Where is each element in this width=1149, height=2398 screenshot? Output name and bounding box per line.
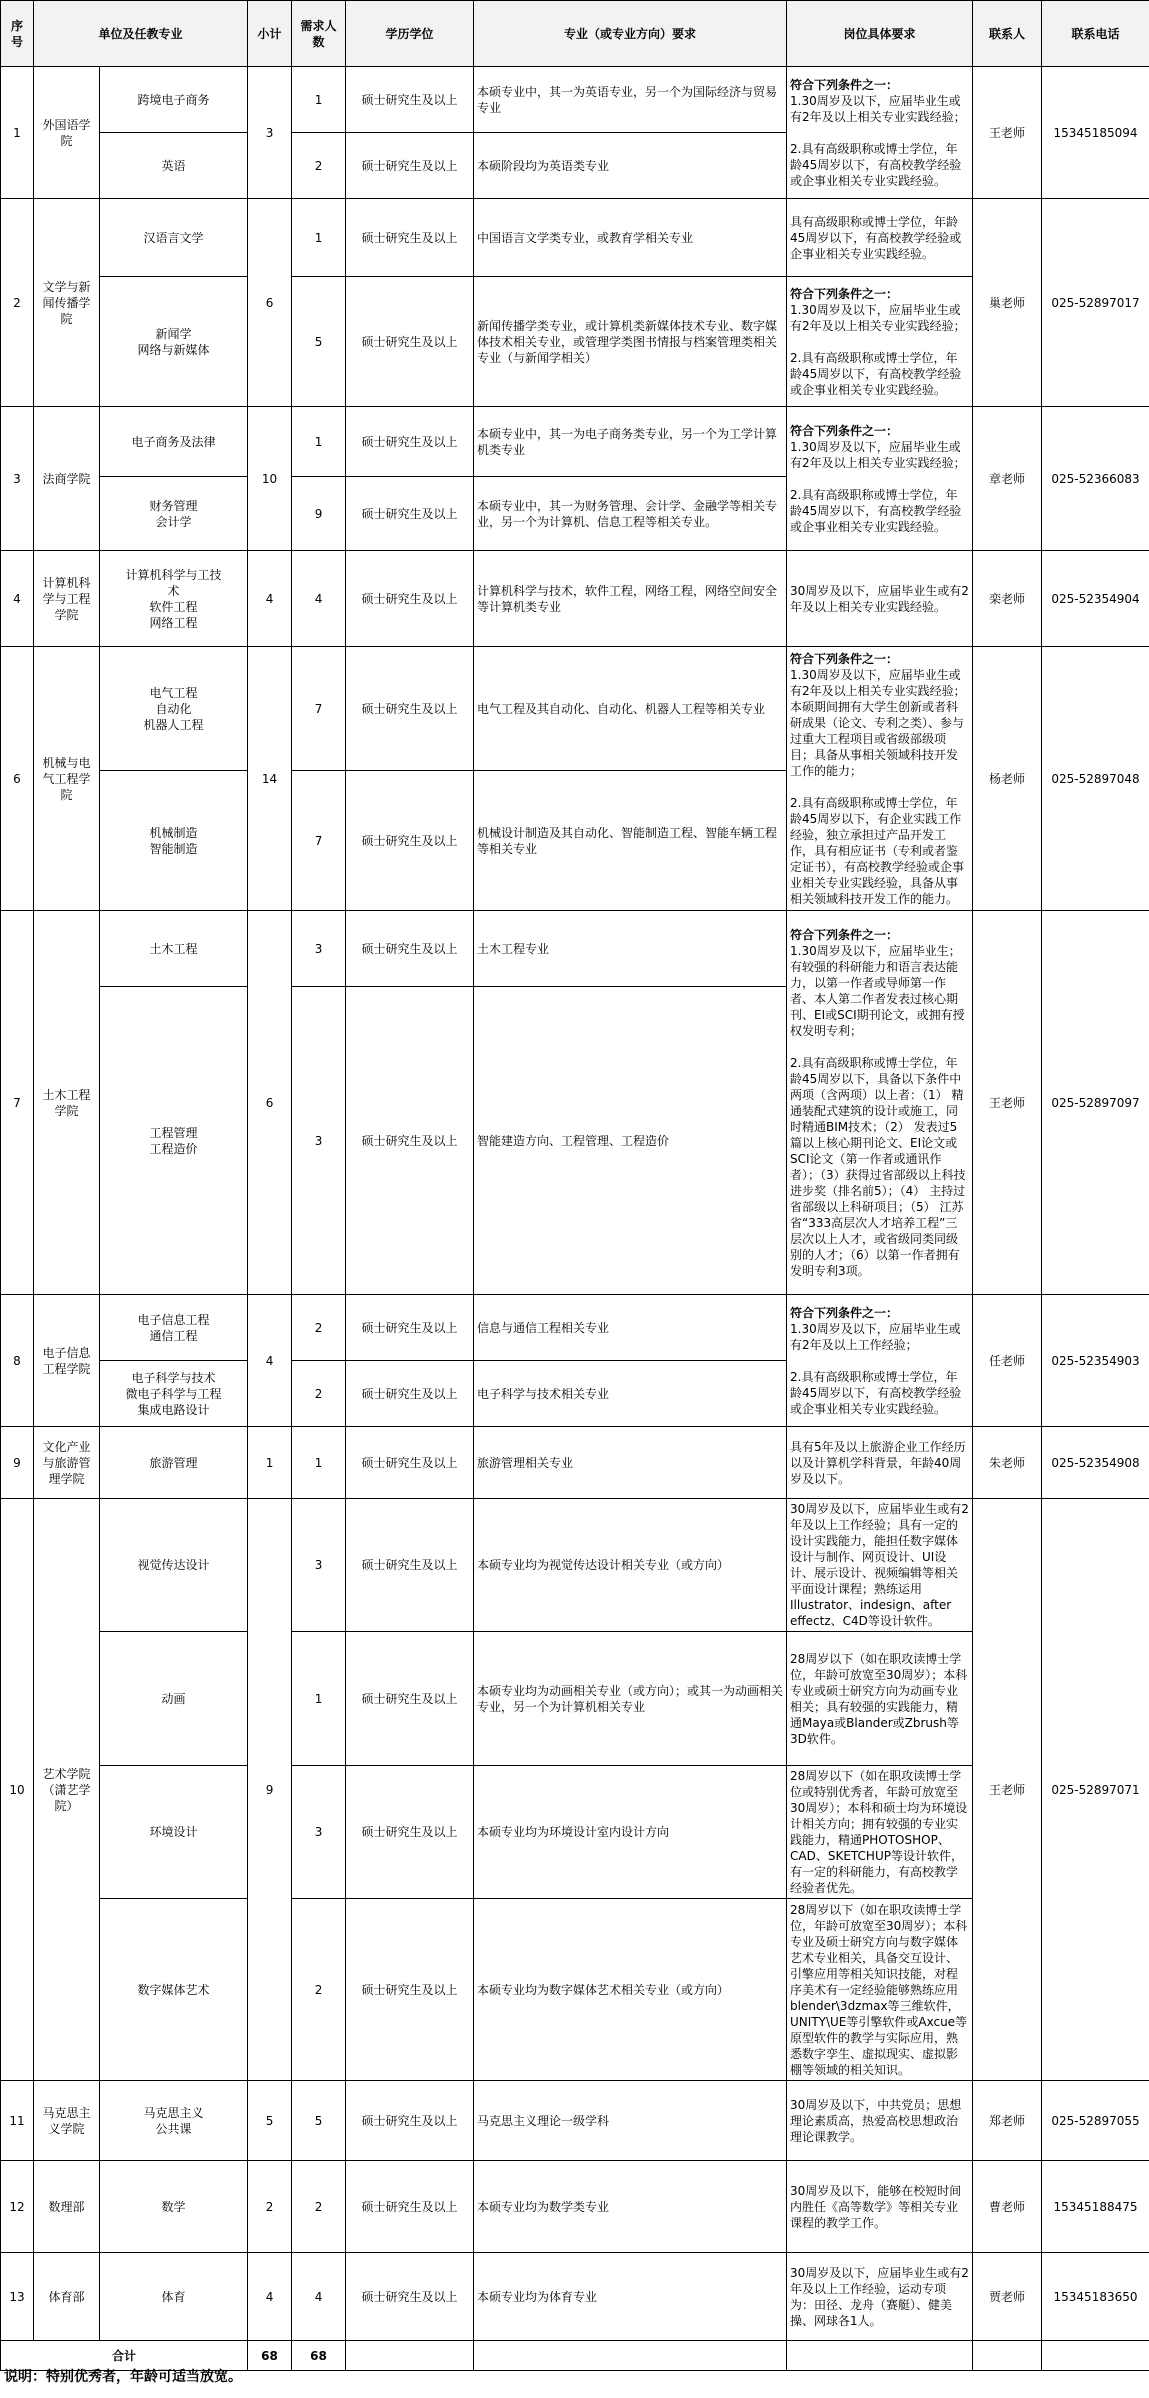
seq-cell: 11 (1, 2081, 34, 2161)
seq-cell: 2 (1, 199, 34, 407)
major-req-cell: 土木工程专业 (474, 911, 787, 987)
total-demand: 68 (292, 2341, 346, 2371)
degree-cell: 硕士研究生及以上 (346, 551, 474, 647)
phone-cell: 025-52354903 (1042, 1295, 1149, 1427)
demand-cell: 5 (292, 277, 346, 407)
table-row (1, 1295, 1149, 1361)
unit-cell: 体育部 (34, 2253, 100, 2341)
phone-cell: 15345183650 (1042, 2253, 1149, 2341)
major-cell: 汉语言文学 (100, 199, 248, 277)
major-cell: 工程管理 工程造价 (100, 987, 248, 1295)
table-row (1, 551, 1149, 647)
major-req-cell: 本硕阶段均为英语类专业 (474, 133, 787, 199)
demand-cell: 2 (292, 133, 346, 199)
contact-cell: 王老师 (973, 67, 1042, 199)
contact-cell: 王老师 (973, 1499, 1042, 2081)
phone-cell: 025-52354908 (1042, 1427, 1149, 1499)
contact-cell: 杨老师 (973, 647, 1042, 911)
header-demand: 需求人 数 (292, 1, 346, 67)
table-row (1, 911, 1149, 987)
degree-cell: 硕士研究生及以上 (346, 1766, 474, 1899)
contact-cell: 朱老师 (973, 1427, 1042, 1499)
total-label: 合计 (1, 2341, 248, 2371)
major-req-cell: 本硕专业中，其一为财务管理、会计学、金融学等相关专业，另一个为计算机、信息工程等相关专业。 (474, 477, 787, 551)
major-cell: 土木工程 (100, 911, 248, 987)
table-row (1, 199, 1149, 277)
subtotal-cell: 5 (248, 2081, 292, 2161)
major-req-cell: 新闻传播学类专业，或计算机类新媒体技术专业、数字媒体技术相关专业，或管理学类图书情报与档案管理类相关专业（与新闻学相关） (474, 277, 787, 407)
contact-cell: 王老师 (973, 911, 1042, 1295)
unit-cell: 马克思主 义学院 (34, 2081, 100, 2161)
major-req-cell: 机械设计制造及其自动化、智能制造工程、智能车辆工程等相关专业 (474, 771, 787, 911)
demand-cell: 3 (292, 987, 346, 1295)
degree-cell: 硕士研究生及以上 (346, 2253, 474, 2341)
table-row (1, 647, 1149, 771)
subtotal-cell: 3 (248, 67, 292, 199)
seq-cell: 8 (1, 1295, 34, 1427)
major-cell: 马克思主义 公共课 (100, 2081, 248, 2161)
subtotal-cell: 6 (248, 911, 292, 1295)
job-req-cell (787, 67, 973, 199)
job-req-cell: 具有5年及以上旅游企业工作经历以及计算机学科背景，年龄40周岁及以下。 (787, 1427, 973, 1499)
table-row (1, 1499, 1149, 1632)
degree-cell: 硕士研究生及以上 (346, 1427, 474, 1499)
job-req-cell: 30周岁及以下，中共党员；思想理论素质高，热爱高校思想政治理论课教学。 (787, 2081, 973, 2161)
table-row (1, 1427, 1149, 1499)
major-req-cell: 本硕专业均为动画相关专业（或方向）；或其一为动画相关专业，另一个为计算机相关专业 (474, 1632, 787, 1766)
demand-cell: 1 (292, 199, 346, 277)
demand-cell: 5 (292, 2081, 346, 2161)
degree-cell: 硕士研究生及以上 (346, 1899, 474, 2081)
seq-cell: 12 (1, 2161, 34, 2253)
phone-cell: 025-52897048 (1042, 647, 1149, 911)
degree-cell: 硕士研究生及以上 (346, 771, 474, 911)
degree-cell: 硕士研究生及以上 (346, 2081, 474, 2161)
unit-cell: 艺术学院 （潇艺学 院） (34, 1499, 100, 2081)
demand-cell: 3 (292, 1766, 346, 1899)
subtotal-cell: 14 (248, 647, 292, 911)
job-req-title: 符合下列条件之一： (790, 423, 899, 438)
major-req-cell: 本硕专业中，其一为电子商务类专业，另一个为工学计算机类专业 (474, 407, 787, 477)
major-req-cell: 本硕专业均为体育专业 (474, 2253, 787, 2341)
demand-cell: 4 (292, 551, 346, 647)
job-req-cell: 30周岁及以下，能够在校短时间内胜任《高等数学》等相关专业课程的教学工作。 (787, 2161, 973, 2253)
degree-cell: 硕士研究生及以上 (346, 1632, 474, 1766)
table-row (1, 2081, 1149, 2161)
major-cell: 体育 (100, 2253, 248, 2341)
job-req-title: 符合下列条件之一： (790, 1305, 899, 1320)
degree-cell: 硕士研究生及以上 (346, 407, 474, 477)
subtotal-cell: 1 (248, 1427, 292, 1499)
major-cell: 电子科学与技术 微电子科学与工程 集成电路设计 (100, 1361, 248, 1427)
seq-cell: 4 (1, 551, 34, 647)
demand-cell: 7 (292, 771, 346, 911)
demand-cell: 9 (292, 477, 346, 551)
job-req-cell (787, 277, 973, 407)
job-req-text: 1.30周岁及以下，应届毕业生或有2年及以上相关专业实践经验； 2.具有高级职称或博士学位，年龄45周岁以下，有高校教学经验或企事业相关专业实践经验。 (790, 302, 966, 397)
job-req-cell: 具有高级职称或博士学位，年龄45周岁以下，有高校教学经验或企事业相关专业实践经验。 (787, 199, 973, 277)
demand-cell: 2 (292, 1899, 346, 2081)
job-req-title: 符合下列条件之一： (790, 651, 899, 666)
unit-cell: 土木工程 学院 (34, 911, 100, 1295)
major-req-cell: 智能建造方向、工程管理、工程造价 (474, 987, 787, 1295)
major-req-cell: 本硕专业均为环境设计室内设计方向 (474, 1766, 787, 1899)
job-req-text: 1.30周岁及以下，应届毕业生或有2年及以上工作经验； 2.具有高级职称或博士学位，年龄45周岁以下，有高校教学经验或企事业相关专业实践经验。 (790, 1321, 962, 1416)
demand-cell: 1 (292, 407, 346, 477)
header-major-req: 专业（或专业方向）要求 (474, 1, 787, 67)
job-req-cell (787, 911, 973, 1295)
job-req-title: 符合下列条件之一： (790, 77, 899, 92)
degree-cell: 硕士研究生及以上 (346, 133, 474, 199)
phone-cell: 025-52897017 (1042, 199, 1149, 407)
job-req-cell: 30周岁及以下，应届毕业生或有2年及以上相关专业实践经验。 (787, 551, 973, 647)
seq-cell: 7 (1, 911, 34, 1295)
subtotal-cell: 2 (248, 2161, 292, 2253)
seq-cell: 13 (1, 2253, 34, 2341)
degree-cell: 硕士研究生及以上 (346, 647, 474, 771)
major-req-cell: 本硕专业均为视觉传达设计相关专业（或方向） (474, 1499, 787, 1632)
table-row (1, 407, 1149, 477)
header-phone: 联系电话 (1042, 1, 1149, 67)
degree-cell: 硕士研究生及以上 (346, 1295, 474, 1361)
unit-cell: 文学与新 闻传播学 院 (34, 199, 100, 407)
degree-cell: 硕士研究生及以上 (346, 67, 474, 133)
seq-cell: 6 (1, 647, 34, 911)
demand-cell: 2 (292, 2161, 346, 2253)
major-req-cell: 电子科学与技术相关专业 (474, 1361, 787, 1427)
phone-cell: 025-52897071 (1042, 1499, 1149, 2081)
degree-cell: 硕士研究生及以上 (346, 199, 474, 277)
degree-cell: 硕士研究生及以上 (346, 911, 474, 987)
unit-cell: 外国语学 院 (34, 67, 100, 199)
table-row (1, 67, 1149, 133)
header-degree: 学历学位 (346, 1, 474, 67)
degree-cell: 硕士研究生及以上 (346, 987, 474, 1295)
major-cell: 财务管理 会计学 (100, 477, 248, 551)
job-req-cell (787, 1295, 973, 1427)
demand-cell: 2 (292, 1361, 346, 1427)
job-req-text: 1.30周岁及以下，应届毕业生或有2年及以上相关专业实践经验； 2.具有高级职称或博士学位，年龄45周岁以下，有高校教学经验或企事业相关专业实践经验。 (790, 93, 966, 188)
job-req-title: 符合下列条件之一： (790, 927, 899, 942)
major-req-cell: 旅游管理相关专业 (474, 1427, 787, 1499)
contact-cell: 郑老师 (973, 2081, 1042, 2161)
subtotal-cell: 4 (248, 1295, 292, 1427)
job-req-text: 1.30周岁及以下，应届毕业生或有2年及以上相关专业实践经验； 2.具有高级职称或博士学位，年龄45周岁以下，有高校教学经验或企事业相关专业实践经验。 (790, 439, 966, 534)
job-req-cell (787, 407, 973, 551)
contact-cell: 章老师 (973, 407, 1042, 551)
header-row (1, 1, 1149, 67)
job-req-text: 1.30周岁及以下，应届毕业生；有较强的科研能力和语言表达能力，以第一作者或导师第一作者、本人第二作者发表过核心期刊、EI或SCI期刊论文，或拥有授权发明专利； 2.具有高级职称或博士学位，年龄45周岁以下，具备以下条件中两项（含两项）以上者：（1） 精通装配式建筑的设计或施工，同时精通BIM技术；（2） 发表过5篇以上核心期刊论文、EI论文或SCI论文（第一作者或通讯作者）；（3）获得过省部级以上科技进步奖（排名前5）；（4） 主持过省部级以上科研项目；（5） 江苏省“333高层次人才培养工程”三层次以上人才，或省级同类同级别的人才；（6）以第一作者拥有发明专利3项。 (790, 943, 966, 1278)
unit-cell: 机械与电 气工程学 院 (34, 647, 100, 911)
major-cell: 英语 (100, 133, 248, 199)
job-req-cell: 28周岁以下（如在职攻读博士学位或特别优秀者，年龄可放宽至30周岁）；本科和硕士均为环境设计相关方向；拥有较强的专业实践能力，精通PHOTOSHOP、CAD、SKETCHUP等设计软件，有一定的科研能力，有高校教学经验者优先。 (787, 1766, 973, 1899)
major-cell: 旅游管理 (100, 1427, 248, 1499)
job-req-cell: 28周岁以下（如在职攻读博士学位，年龄可放宽至30周岁）；本科专业或硕士研究方向为动画专业相关；具有较强的实践能力，精通Maya或Blander或Zbrush等3D软件。 (787, 1632, 973, 1766)
degree-cell: 硕士研究生及以上 (346, 277, 474, 407)
demand-cell: 7 (292, 647, 346, 771)
job-req-cell: 28周岁以下（如在职攻读博士学位，年龄可放宽至30周岁）；本科专业及硕士研究方向与数字媒体艺术专业相关，具备交互设计、引擎应用等相关知识技能，对程序美术有一定经验能够熟练应用blender\3dzmax等三维软件，UNITY\UE等引擎软件或Axcue等原型软件的教学与实际应用，熟悉数字孪生、虚拟现实、虚拟影棚等领域的相关知识。 (787, 1899, 973, 2081)
demand-cell: 2 (292, 1295, 346, 1361)
demand-cell: 3 (292, 911, 346, 987)
major-cell: 机械制造 智能制造 (100, 771, 248, 911)
seq-cell: 3 (1, 407, 34, 551)
job-req-text: 1.30周岁及以下，应届毕业生或有2年及以上相关专业实践经验；本硕期间拥有大学生创新或者科研成果（论文、专利之类）、参与过重大工程项目或省级部级项目；具备从事相关领域科技开发工作的能力； 2.具有高级职称或博士学位，年龄45周岁以下，有企业实践工作经验，独立承担过产品开发工作，具有相应证书（专利或者鉴定证书），有高校教学经验或企事业相关专业实践经验，具备从事相关领域科技开发工作的能力。 (790, 667, 966, 906)
demand-cell: 1 (292, 1632, 346, 1766)
major-req-cell: 计算机科学与技术，软件工程，网络工程，网络空间安全等计算机类专业 (474, 551, 787, 647)
table-row (1, 2253, 1149, 2341)
contact-cell: 曹老师 (973, 2161, 1042, 2253)
major-req-cell: 中国语言文学类专业，或教育学相关专业 (474, 199, 787, 277)
header-subtotal: 小计 (248, 1, 292, 67)
subtotal-cell: 6 (248, 199, 292, 407)
major-cell: 动画 (100, 1632, 248, 1766)
contact-cell: 任老师 (973, 1295, 1042, 1427)
subtotal-cell: 10 (248, 407, 292, 551)
major-cell: 新闻学 网络与新媒体 (100, 277, 248, 407)
major-req-cell: 电气工程及其自动化、自动化、机器人工程等相关专业 (474, 647, 787, 771)
unit-cell: 电子信息 工程学院 (34, 1295, 100, 1427)
job-req-cell (787, 647, 973, 911)
major-req-cell: 本硕专业中，其一为英语专业，另一个为国际经济与贸易专业 (474, 67, 787, 133)
seq-cell: 1 (1, 67, 34, 199)
job-req-cell: 30周岁及以下，应届毕业生或有2年及以上工作经验，运动专项为：田径、龙舟（赛艇）、健美操、网球各1人。 (787, 2253, 973, 2341)
degree-cell: 硕士研究生及以上 (346, 1499, 474, 1632)
seq-cell: 10 (1, 1499, 34, 2081)
demand-cell: 3 (292, 1499, 346, 1632)
major-cell: 视觉传达设计 (100, 1499, 248, 1632)
subtotal-cell: 4 (248, 2253, 292, 2341)
header-contact: 联系人 (973, 1, 1042, 67)
major-req-cell: 信息与通信工程相关专业 (474, 1295, 787, 1361)
phone-cell: 025-52354904 (1042, 551, 1149, 647)
major-cell: 计算机科学与工技 术 软件工程 网络工程 (100, 551, 248, 647)
job-req-title: 符合下列条件之一： (790, 286, 899, 301)
major-cell: 电子商务及法律 (100, 407, 248, 477)
subtotal-cell: 4 (248, 551, 292, 647)
seq-cell: 9 (1, 1427, 34, 1499)
major-cell: 电子信息工程 通信工程 (100, 1295, 248, 1361)
major-cell: 跨境电子商务 (100, 67, 248, 133)
major-cell: 环境设计 (100, 1766, 248, 1899)
subtotal-cell: 9 (248, 1499, 292, 2081)
contact-cell: 栾老师 (973, 551, 1042, 647)
unit-cell: 文化产业 与旅游管 理学院 (34, 1427, 100, 1499)
demand-cell: 1 (292, 1427, 346, 1499)
major-req-cell: 本硕专业均为数学类专业 (474, 2161, 787, 2253)
phone-cell: 15345188475 (1042, 2161, 1149, 2253)
header-job-req: 岗位具体要求 (787, 1, 973, 67)
table-row (1, 2161, 1149, 2253)
job-req-cell: 30周岁及以下，应届毕业生或有2年及以上工作经验；具有一定的设计实践能力，能担任数字媒体设计与制作、网页设计、UI设计、展示设计、视频编辑等相关平面设计课程；熟练运用Illustrator、indesign、after effectz、C4D等设计软件。 (787, 1499, 973, 1632)
demand-cell: 4 (292, 2253, 346, 2341)
degree-cell: 硕士研究生及以上 (346, 1361, 474, 1427)
degree-cell: 硕士研究生及以上 (346, 2161, 474, 2253)
major-cell: 数字媒体艺术 (100, 1899, 248, 2081)
phone-cell: 15345185094 (1042, 67, 1149, 199)
phone-cell: 025-52897097 (1042, 911, 1149, 1295)
phone-cell: 025-52366083 (1042, 407, 1149, 551)
unit-cell: 法商学院 (34, 407, 100, 551)
header-seq: 序 号 (1, 1, 34, 67)
demand-cell: 1 (292, 67, 346, 133)
contact-cell: 贾老师 (973, 2253, 1042, 2341)
footnote: 说明：特别优秀者，年龄可适当放宽。 (4, 2369, 242, 2385)
header-unit-major: 单位及任教专业 (34, 1, 248, 67)
unit-cell: 计算机科 学与工程 学院 (34, 551, 100, 647)
major-cell: 数学 (100, 2161, 248, 2253)
major-req-cell: 马克思主义理论一级学科 (474, 2081, 787, 2161)
major-req-cell: 本硕专业均为数字媒体艺术相关专业（或方向） (474, 1899, 787, 2081)
contact-cell: 巢老师 (973, 199, 1042, 407)
degree-cell: 硕士研究生及以上 (346, 477, 474, 551)
major-cell: 电气工程 自动化 机器人工程 (100, 647, 248, 771)
phone-cell: 025-52897055 (1042, 2081, 1149, 2161)
unit-cell: 数理部 (34, 2161, 100, 2253)
total-subtotal: 68 (248, 2341, 292, 2371)
